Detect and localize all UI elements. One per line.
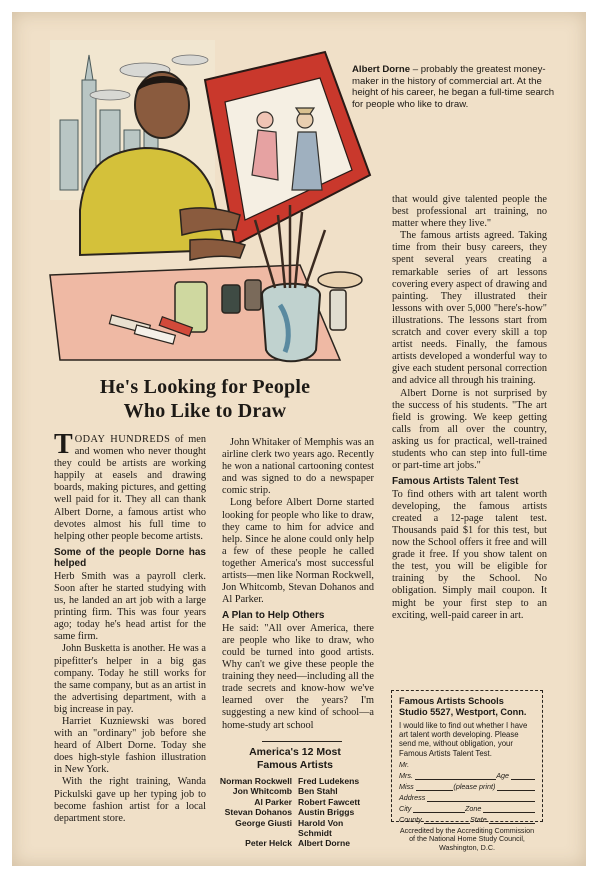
artist-name: Norman Rockwell <box>219 776 292 786</box>
illustration-caption <box>352 64 557 110</box>
field-label: City <box>399 803 412 813</box>
artist-name: Robert Fawcett <box>298 796 361 807</box>
accreditation-note: Accredited by the Accrediting Commission of the National Home Study Council, Washington, D.C. <box>399 825 535 852</box>
artists-title-line-1: America's 12 Most <box>249 746 341 758</box>
subhead: Famous Artists Talent Test <box>392 476 519 488</box>
paragraph: Albert Dorne is not surprised by the success of his students. "The art field is growing. We keep getting calls from all over the country, asking us for practical, well-trained students who can step into full-time or part-time art jobs." <box>392 387 547 472</box>
drop-cap: T <box>54 429 73 460</box>
subhead: A Plan to Help Others <box>222 610 325 622</box>
field-label: Address <box>399 792 426 802</box>
paragraph: that would give talented people the best professional art training, no matter where they live." <box>392 194 547 230</box>
divider <box>262 741 342 742</box>
article-column-2 <box>222 437 374 732</box>
artist-name: Peter Helck <box>245 838 292 849</box>
paragraph: With the right training, Wanda Pickulski gave up her typing job to become fashion artist for a local department store. <box>54 776 206 824</box>
artists-title-line-2: Famous Artists <box>256 758 334 771</box>
paragraph <box>54 429 206 543</box>
coupon-address: Studio 5527, Westport, Conn. <box>399 707 527 717</box>
name-field[interactable] <box>399 758 535 769</box>
paragraph: He said: "All over America, there are people who like to draw, who could be turned into good artists. Why can't we give these people the training they need—including all the trade secrets and know-how we've learned over the years? I'm suggesting a new kind of school—a home-study art school <box>222 622 374 731</box>
field-label: Mr. <box>399 759 410 769</box>
artist-name: Albert Dorne <box>298 838 351 849</box>
artist-name: Fred Ludekens <box>298 776 360 786</box>
paragraph: Long before Albert Dorne started looking for people who like to draw, they came to him for advice and help. Since he alone could only help a few of these people he called together America's most successful artists—men like Norman Rockwell, Jon Whitcomb, Stevan Dohanos and Al Parker. <box>222 497 374 606</box>
artist-name: Al Parker <box>254 796 292 807</box>
field-label: State <box>470 814 487 824</box>
name-field-mrs[interactable] <box>399 769 535 780</box>
paragraph: The famous artists agreed. Taking time from their busy careers, they spent several years creating a remarkable series of art lessons covering every aspect of drawing and painting. They illustrated their lessons with over 5,000 "here's-how" illustrations. The lessons start from scratch and cover every skill a top artist needs. Finally, the famous artists developed a wonderful way to give each student personal correction and advice all through his training. <box>392 230 547 387</box>
artist-name: George Giusti <box>235 817 292 828</box>
county-state-field[interactable] <box>399 813 535 824</box>
paragraph: Harriet Kuzniewski was bored with an "ordinary" job before she heard of Albert Dorne. Today she does high-style fashion illustration in New York. <box>54 715 206 776</box>
mail-coupon[interactable] <box>391 690 543 852</box>
artist-name: Austin Briggs <box>298 807 355 818</box>
artist-illustration <box>40 40 380 370</box>
artist-name: Jon Whitcomb <box>232 786 292 797</box>
artist-name: Stevan Dohanos <box>224 807 292 818</box>
article-column-3 <box>392 194 547 622</box>
field-label: Zone <box>465 803 482 813</box>
coupon-title: Famous Artists Schools <box>399 696 504 706</box>
paragraph-text: of men and women who never thought they could be artists are working happily at easels and drawing boards, making pictures, and getting well paid for it. They all can thank Albert Dorne, a famous artist who devotes almost his full time to helping other people become artists. <box>54 434 206 542</box>
headline-line-2: Who Like to Draw <box>123 400 287 422</box>
field-label: Age <box>496 770 509 780</box>
paragraph: John Busketta is another. He was a pipefitter's helper in a big gas company. Today he still works for the same company, but as an artist in the advertising department, with a big increase in pay. <box>54 643 206 715</box>
famous-artists-list <box>215 746 375 849</box>
artist-name: Ben Stahl <box>298 786 338 797</box>
paragraph: Herb Smith was a payroll clerk. Soon after he started studying with us, he landed an art job with a large printing firm. This was four years ago; today he's head artist for the same firm. <box>54 570 206 643</box>
paragraph: To find others with art talent worth developing, the famous artists created a 12-page talent test. Thousands paid $1 for this test, but now the School offers it free and will grade it free. If you show talent on the test, you will be eligible for training by the School. No obligation. Simply mail coupon. It might be your first step to an exciting, well-paid career in art. <box>392 488 547 621</box>
field-label: Mrs. <box>399 770 413 780</box>
paragraph: John Whitaker of Memphis was an airline clerk two years ago. Recently he won a national cartooning contest and was signed to do a newspaper comic strip. <box>222 437 374 497</box>
address-field[interactable] <box>399 791 535 802</box>
caption-text: – probably the greatest money-maker in the history of commercial art. At the height of his career, he began a full-time search for people who like to draw. <box>352 64 555 110</box>
caption-name: Albert Dorne <box>352 64 411 75</box>
subhead: Some of the people Dorne has helped <box>54 546 206 570</box>
artist-name: Harold Von Schmidt <box>298 817 344 839</box>
name-field-miss[interactable] <box>399 780 535 791</box>
coupon-text: I would like to find out whether I have art talent worth developing. Please send me, without obligation, your Famous Artists Talent Test. <box>399 721 528 758</box>
article-column-1 <box>54 429 206 825</box>
field-label: County <box>399 814 422 824</box>
headline-line-1: He's Looking for People <box>99 376 311 398</box>
field-label: Miss <box>399 781 414 791</box>
field-label: (please print) <box>453 781 496 791</box>
lead-words: ODAY HUNDREDS <box>74 434 171 445</box>
city-zone-field[interactable] <box>399 802 535 813</box>
